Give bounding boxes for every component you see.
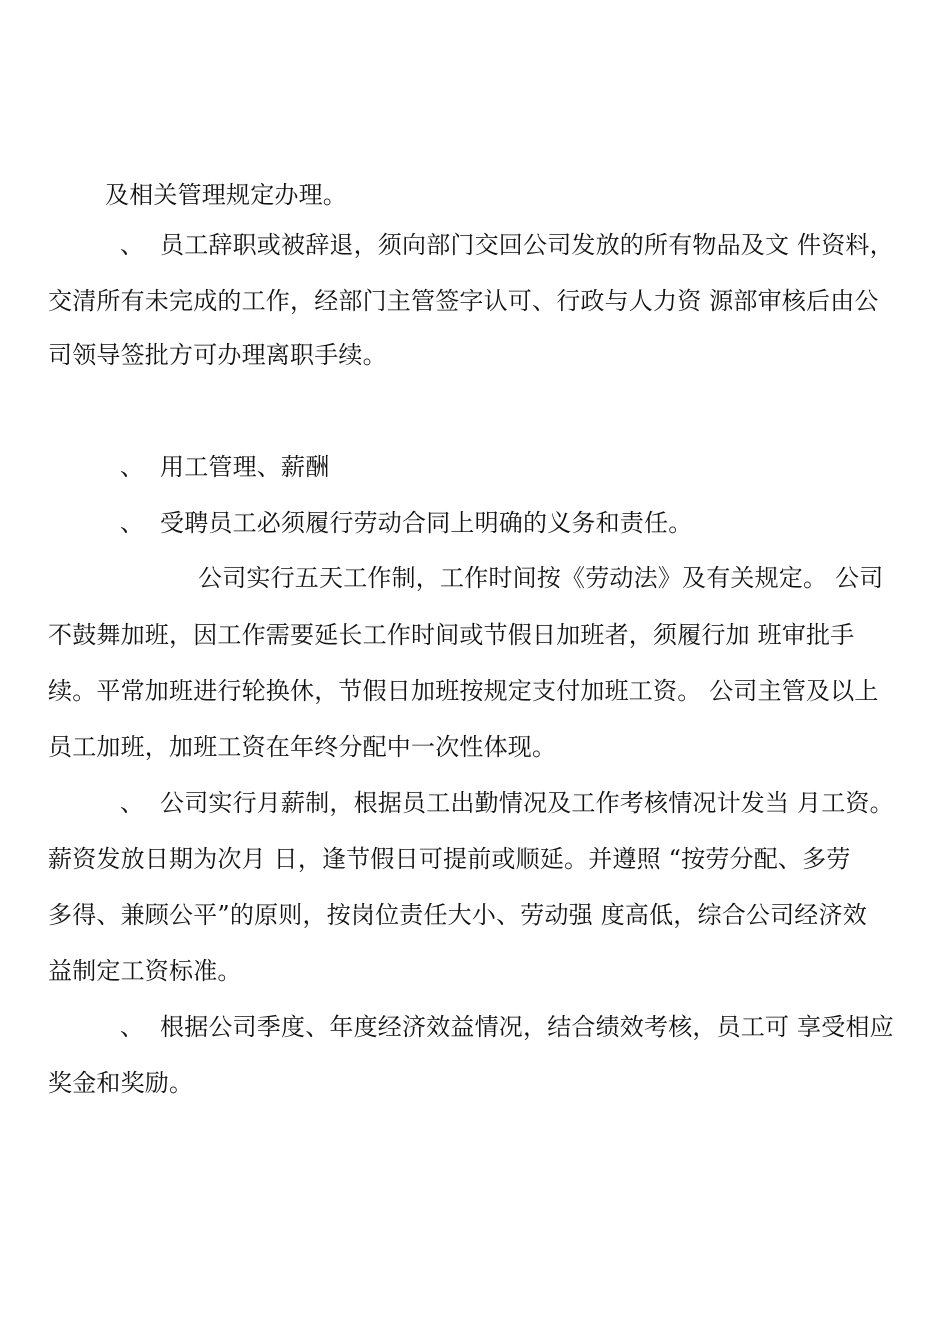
- text-line: [48, 732, 938, 762]
- item-marker: 、: [120, 453, 145, 481]
- numbered-item-line: [120, 230, 950, 260]
- text-content: 员工加班，加班工资在年终分配中一次性体现。: [48, 733, 557, 761]
- numbered-item-line: [120, 788, 950, 818]
- text-line: [48, 844, 938, 874]
- text-line: [48, 1068, 938, 1098]
- text-line: [48, 340, 938, 370]
- item-marker: 、: [120, 509, 145, 537]
- section-heading: [120, 452, 950, 482]
- numbered-item-line: [120, 508, 950, 538]
- text-line: [105, 180, 950, 210]
- text-content: 司领导签批方可办理离职手续。: [48, 341, 387, 369]
- item-marker: 、: [120, 1013, 145, 1041]
- text-content: 员工辞职或被辞退，须向部门交回公司发放的所有物品及文 件资料，: [160, 231, 894, 259]
- text-line: [198, 563, 950, 593]
- text-content: 公司实行五天工作制，工作时间按《劳动法》及有关规定。 公司: [198, 564, 884, 592]
- text-content: 用工管理、薪酬: [160, 453, 330, 481]
- text-line: [48, 956, 938, 986]
- text-content: 及相关管理规定办理。: [105, 181, 347, 209]
- text-line: [48, 900, 938, 930]
- text-content: 奖金和奖励。: [48, 1069, 194, 1097]
- text-content: 受聘员工必须履行劳动合同上明确的义务和责任。: [160, 509, 693, 537]
- item-marker: 、: [120, 789, 145, 817]
- text-content: 公司实行月薪制，根据员工出勤情况及工作考核情况计发当 月工资。: [160, 789, 894, 817]
- text-content: 交清所有未完成的工作，经部门主管签字认可、行政与人力资 源部审核后由公: [48, 287, 879, 315]
- item-marker: 、: [120, 231, 145, 259]
- text-content: 根据公司季度、年度经济效益情况，结合绩效考核，员工可 享受相应: [160, 1013, 894, 1041]
- text-content: 不鼓舞加班，因工作需要延长工作时间或节假日加班者，须履行加 班审批手: [48, 621, 855, 649]
- text-content: 薪资发放日期为次月 日，逢节假日可提前或顺延。并遵照 “按劳分配、多劳: [48, 845, 851, 873]
- text-line: [48, 676, 938, 706]
- text-content: 多得、兼顾公平”的原则，按岗位责任大小、劳动强 度高低，综合公司经济效: [48, 901, 867, 929]
- numbered-item-line: [120, 1012, 950, 1042]
- text-content: 益制定工资标准。: [48, 957, 242, 985]
- text-line: [48, 286, 938, 316]
- text-line: [48, 620, 938, 650]
- text-content: 续。平常加班进行轮换休，节假日加班按规定支付加班工资。 公司主管及以上: [48, 677, 879, 705]
